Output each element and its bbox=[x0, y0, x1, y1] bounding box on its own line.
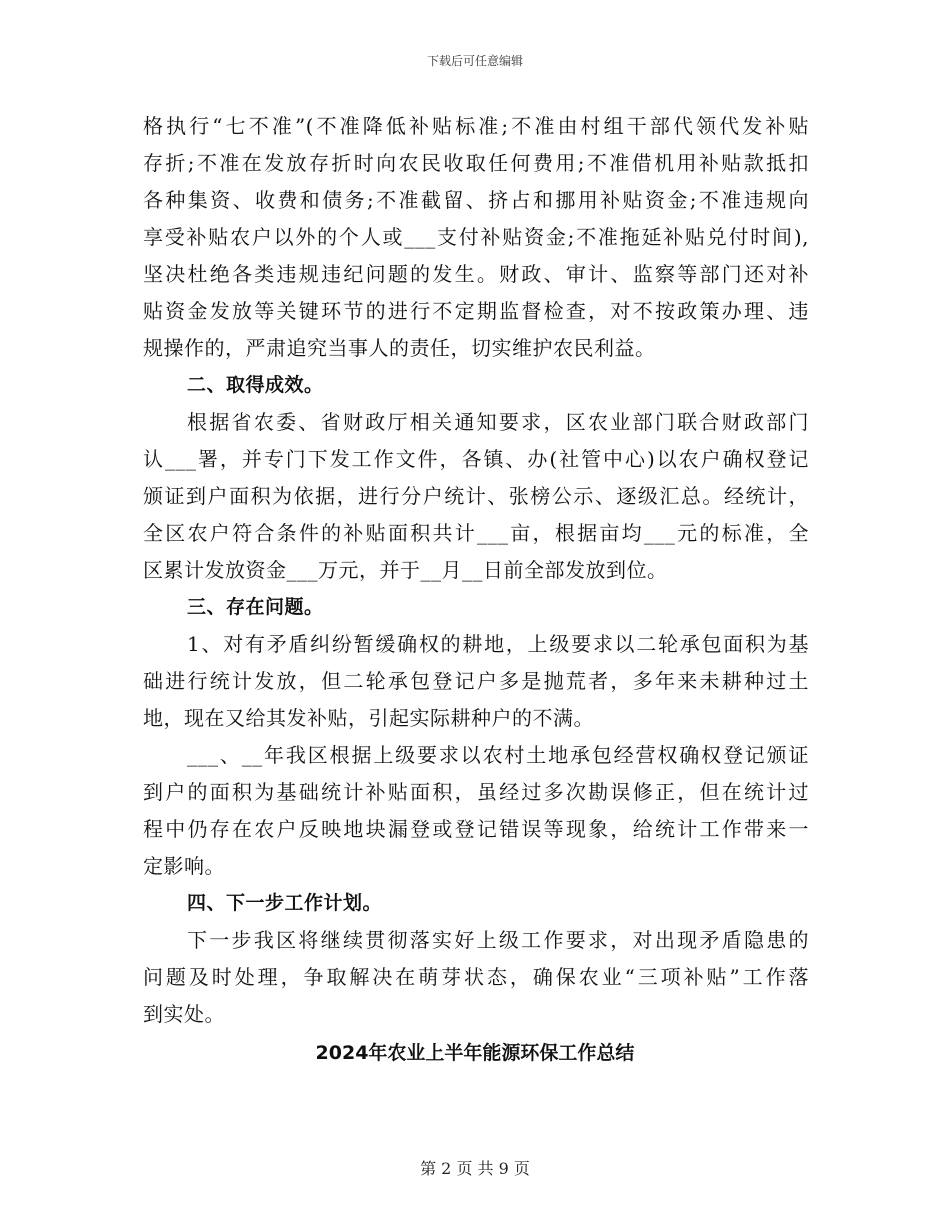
text-line: 1、对有矛盾纠纷暂缓确权的耕地，上级要求以二轮承包面积为基 bbox=[187, 632, 809, 656]
text-line: 地，现在又给其发补贴，引起实际耕种户的不满。 bbox=[143, 706, 594, 730]
section-next-plan-paragraph bbox=[143, 922, 809, 1033]
text-line: 础进行统计发放，但二轮承包登记户多是抛荒者，多年来未耕种过土 bbox=[143, 669, 809, 693]
text-line: 存折;不准在发放存折时向农民收取任何费用;不准借机用补贴款抵扣 bbox=[143, 151, 809, 175]
text-line: 到户的面积为基础统计补贴面积，虽经过多次勘误修正，但在统计过 bbox=[143, 780, 809, 804]
text-line: 区累计发放资金___万元，并于__月__日前全部发放到位。 bbox=[143, 558, 668, 582]
text-line: 到实处。 bbox=[143, 1002, 225, 1026]
text-line: 贴资金发放等关键环节的进行不定期监督检查，对不按政策办理、违 bbox=[143, 299, 809, 323]
text-line: ___、__年我区根据上级要求以农村土地承包经营权确权登记颁证 bbox=[187, 743, 809, 767]
text-line: 享受补贴农户以外的个人或___支付补贴资金;不准拖延补贴兑付时间), bbox=[143, 225, 809, 249]
page-number-footer: 第 2 页 共 9 页 bbox=[420, 1159, 530, 1178]
problem-item-1 bbox=[143, 626, 809, 737]
text-line: 程中仍存在农户反映地块漏登或登记错误等现象，给统计工作带来一 bbox=[143, 817, 809, 841]
text-line: 问题及时处理，争取解决在萌芽状态，确保农业“三项补贴”工作落 bbox=[143, 965, 809, 989]
document-body bbox=[143, 108, 809, 1033]
problem-item-2 bbox=[143, 737, 809, 885]
text-line: 坚决杜绝各类违规违纪问题的发生。财政、审计、监察等部门还对补 bbox=[143, 262, 809, 286]
section-results-paragraph bbox=[143, 404, 809, 589]
page-header-note: 下载后可任意编辑 bbox=[426, 54, 523, 68]
text-line: 规操作的，严肃追究当事人的责任，切实维护农民利益。 bbox=[143, 336, 656, 360]
text-line: 颁证到户面积为依据，进行分户统计、张榜公示、逐级汇总。经统计， bbox=[143, 484, 809, 508]
text-line: 全区农户符合条件的补贴面积共计___亩，根据亩均___元的标准，全 bbox=[143, 521, 809, 545]
section-heading-results: 二、取得成效。 bbox=[187, 374, 324, 396]
text-line: 根据省农委、省财政厅相关通知要求，区农业部门联合财政部门 bbox=[187, 410, 809, 434]
section-heading-problems: 三、存在问题。 bbox=[187, 596, 324, 618]
text-line: 下一步我区将继续贯彻落实好上级工作要求，对出现矛盾隐患的 bbox=[187, 928, 809, 952]
text-line: 定影响。 bbox=[143, 854, 225, 878]
text-line: 格执行“七不准”(不准降低补贴标准;不准由村组干部代领代发补贴 bbox=[143, 114, 809, 138]
paragraph-continuation bbox=[143, 108, 809, 367]
section-heading-next-plan: 四、下一步工作计划。 bbox=[187, 892, 383, 914]
next-document-title: 2024年农业上半年能源环保工作总结 bbox=[315, 1042, 635, 1064]
text-line: 各种集资、收费和债务;不准截留、挤占和挪用补贴资金;不准违规向 bbox=[143, 188, 809, 212]
text-line: 认___署，并专门下发工作文件，各镇、办(社管中心)以农户确权登记 bbox=[143, 447, 809, 471]
